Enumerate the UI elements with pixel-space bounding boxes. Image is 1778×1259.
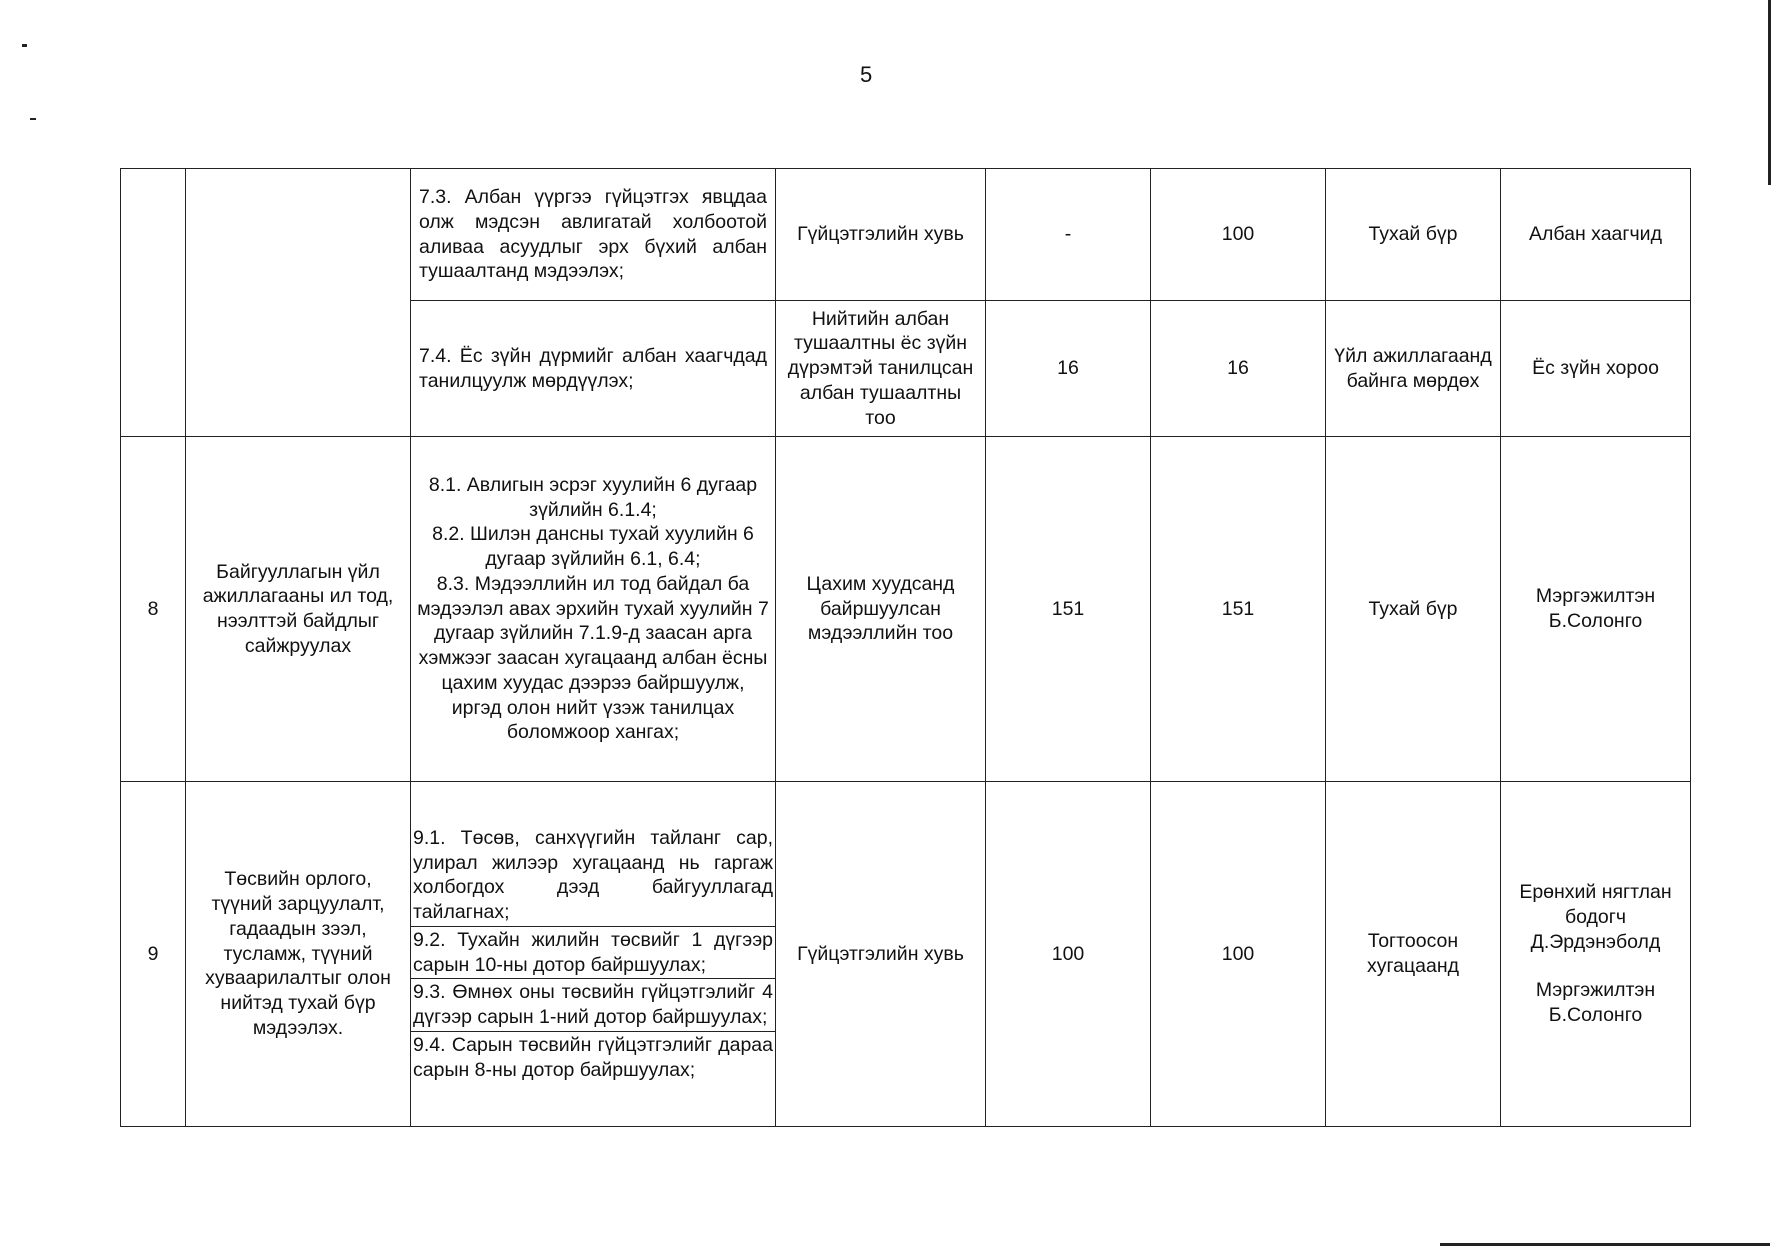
scan-bottom-line	[1440, 1243, 1770, 1246]
activity-item: 9.3. Өмнөх оны төсвийн гүйцэтгэлийг 4 дүгээр сарын 1-ний дотор байршуулах;	[411, 979, 775, 1032]
row-number-cell	[121, 169, 186, 437]
target-cell: 151	[1151, 437, 1326, 782]
scan-edge-line	[1768, 0, 1771, 185]
row-number-cell: 9	[121, 782, 186, 1127]
scan-mark	[22, 44, 27, 47]
activity-item: 9.2. Тухайн жилийн төсвийг 1 дүгээр сарын 10-ны дотор байршуулах;	[411, 927, 775, 980]
timeframe-cell: Тогтоосон хугацаанд	[1326, 782, 1501, 1127]
table-row	[121, 169, 1691, 301]
indicator-cell: Гүйцэтгэлийн хувь	[776, 782, 986, 1127]
baseline-cell: -	[986, 169, 1151, 301]
row-number-cell: 8	[121, 437, 186, 782]
responsible-cell: Мэргэжилтэн Б.Солонго	[1501, 437, 1691, 782]
table-row	[121, 437, 1691, 782]
responsible-cell	[1501, 782, 1691, 1127]
table-row	[121, 782, 1691, 1127]
timeframe-cell: Үйл ажиллагаанд байнга мөрдөх	[1326, 301, 1501, 437]
timeframe-cell: Тухай бүр	[1326, 437, 1501, 782]
activity-cell	[411, 782, 776, 1127]
baseline-cell: 16	[986, 301, 1151, 437]
target-cell: 100	[1151, 169, 1326, 301]
activity-item: 9.1. Төсөв, санхүүгийн тайланг сар, улирал жилээр хугацаанд нь гаргаж холбогдох дээд байгууллагад тайлагнах;	[411, 825, 775, 927]
activity-item: 7.3. Албан үүргээ гүйцэтгэх явцдаа олж мэдсэн авлигатай холбоотой аливаа асуудлыг эрх бүхий албан тушаалтанд мэдээлэх;	[419, 186, 767, 283]
responsible-cell: Албан хаагчид	[1501, 169, 1691, 301]
goal-cell	[186, 169, 411, 437]
goal-cell: Байгууллагын үйл ажиллагааны ил тод, нээлттэй байдлыг сайжруулах	[186, 437, 411, 782]
indicator-cell: Гүйцэтгэлийн хувь	[776, 169, 986, 301]
activity-cell	[411, 169, 776, 301]
goal-cell: Төсвийн орлого, түүний зарцуулалт, гадаадын зээл, тусламж, түүний хуваарилалтыг олон нийтэд тухай бүр мэдээлэх.	[186, 782, 411, 1127]
scan-mark	[30, 118, 36, 120]
activity-item: 9.4. Сарын төсвийн гүйцэтгэлийг дараа сарын 8-ны дотор байршуулах;	[413, 1033, 773, 1081]
indicator-cell: Нийтийн албан тушаалтны ёс зүйн дүрэмтэй танилцсан албан тушаалтны тоо	[776, 301, 986, 437]
target-cell: 100	[1151, 782, 1326, 1127]
target-cell: 16	[1151, 301, 1326, 437]
responsible-cell: Ёс зүйн хороо	[1501, 301, 1691, 437]
activity-item: 8.2. Шилэн дансны тухай хуулийн 6 дугаар зүйлийн 6.1, 6.4;	[432, 523, 754, 571]
plan-table	[120, 168, 1691, 1127]
spacer	[1507, 954, 1684, 978]
activity-cell	[411, 437, 776, 782]
page-number: 5	[860, 62, 873, 87]
plan-table-container	[120, 168, 1690, 1127]
baseline-cell: 151	[986, 437, 1151, 782]
activity-item: 8.3. Мэдээллийн ил тод байдал ба мэдээлэл авах эрхийн тухай хуулийн 7 дугаар зүйлийн 7.1.9-д заасан арга хэмжээг заасан хугацаанд албан ёсны цахим хуудас дээрээ байршуулж, иргэд олон нийт үзэж танилцах боломжоор хангах;	[417, 572, 769, 744]
activity-item: 7.4. Ёс зүйн дүрмийг албан хаагчдад танилцуулж мөрдүүлэх;	[419, 344, 767, 392]
activity-cell	[411, 301, 776, 437]
responsible-person: Ерөнхий нягтлан бодогч Д.Эрдэнэболд	[1519, 881, 1672, 953]
activity-item: 8.1. Авлигын эсрэг хуулийн 6 дугаар зүйлийн 6.1.4;	[428, 473, 758, 521]
baseline-cell: 100	[986, 782, 1151, 1127]
indicator-cell: Цахим хуудсанд байршуулсан мэдээллийн тоо	[776, 437, 986, 782]
responsible-person: Мэргэжилтэн Б.Солонго	[1535, 979, 1656, 1027]
timeframe-cell: Тухай бүр	[1326, 169, 1501, 301]
